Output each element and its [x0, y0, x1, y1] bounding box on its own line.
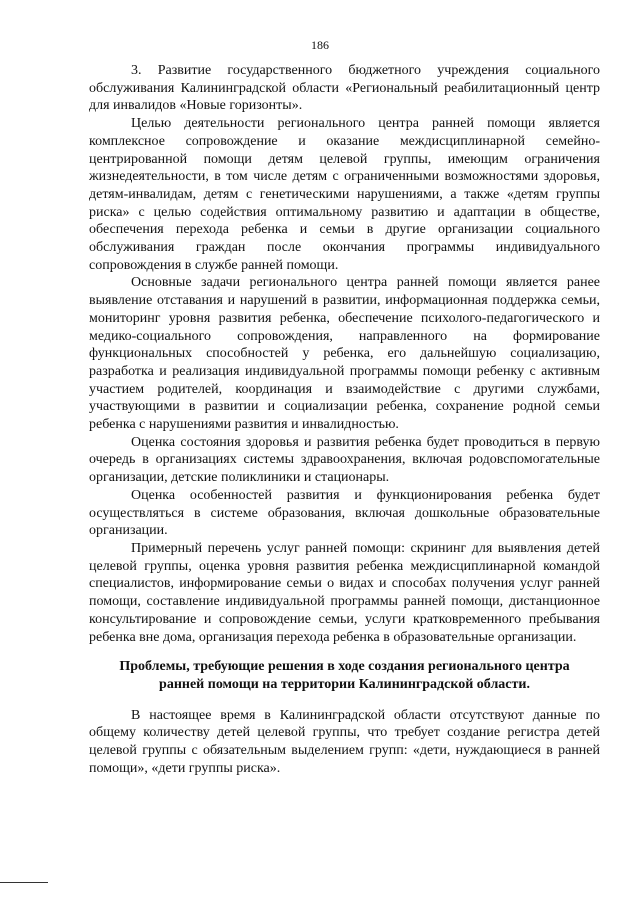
- paragraph-tasks: Основные задачи регионального центра ранней помощи является ранее выявление отставания и нарушений в развитии, информационная поддержка семьи, мониторинг уровня развития ребенка, обеспечение психолого-педагогического и медико-социального сопровождения, направленного на формирование функциональных способностей у ребенка, его дальнейшую социализацию, разработка и реализация индивидуальной программы помощи ребенку с активным участием родителей, координация и взаимодействие с другими службами, участвующими в развитии и социализации ребенка, сохранение родной семьи ребенка с нарушениями развития и инвалидностью.: [89, 275, 600, 433]
- paragraph-registry: В настоящее время в Калининградской области отсутствуют данные по общему количеству детей целевой группы, что требует создание регистра детей целевой группы с обязательным выделением групп: «дети, нуждающиеся в ранней помощи», «дети группы риска».: [89, 707, 600, 776]
- paragraph-services-list: Примерный перечень услуг ранней помощи: скрининг для выявления детей целевой группы, оценка уровня развития ребенка междисциплинарной командой специалистов, информирование семьи о видах и способах получения услуг ранней помощи, составление индивидуальной программы ранней помощи, дистанционное консультирование и сопровождение семьи, услуги кратковременного пребывания ребенка вне дома, организация перехода ребенка в образовательные организации.: [89, 540, 600, 645]
- paragraph-health-assessment: Оценка состояния здоровья и развития ребенка будет проводиться в первую очередь в организациях системы здравоохранения, включая родовспомогательные организации, детские поликлиники и стационары.: [89, 434, 600, 486]
- footnote-divider: [0, 882, 48, 883]
- paragraph-institution: 3. Развитие государственного бюджетного учреждения социального обслуживания Калининградской области «Региональный реабилитационный центр для инвалидов «Новые горизонты».: [89, 63, 600, 114]
- document-body: [89, 62, 600, 777]
- paragraph-development-assessment: Оценка особенностей развития и функционирования ребенка будет осуществляться в системе образования, включая дошкольные образовательные организации.: [89, 487, 600, 539]
- paragraph-goal: Целью деятельности регионального центра ранней помощи является комплексное сопровождение и оказание междисциплинарной семейно-центрированной помощи детям целевой группы, имеющим ограничения жизнедеятельности, в том числе детям с ограниченными возможностями здоровья, детям-инвалидам, детям с генетическими нарушениями, а также «детям группы риска» с целью содействия оптимальному развитию и адаптации в обществе, обеспечения перехода ребенка и семьи в другие организации социального обслуживания граждан после окончания программы индивидуального сопровождения в службе ранней помощи.: [89, 116, 600, 273]
- section-heading: Проблемы, требующие решения в ходе создания регионального центра ранней помощи на территории Калининградской области.: [119, 659, 570, 692]
- page-number: 186: [311, 38, 329, 52]
